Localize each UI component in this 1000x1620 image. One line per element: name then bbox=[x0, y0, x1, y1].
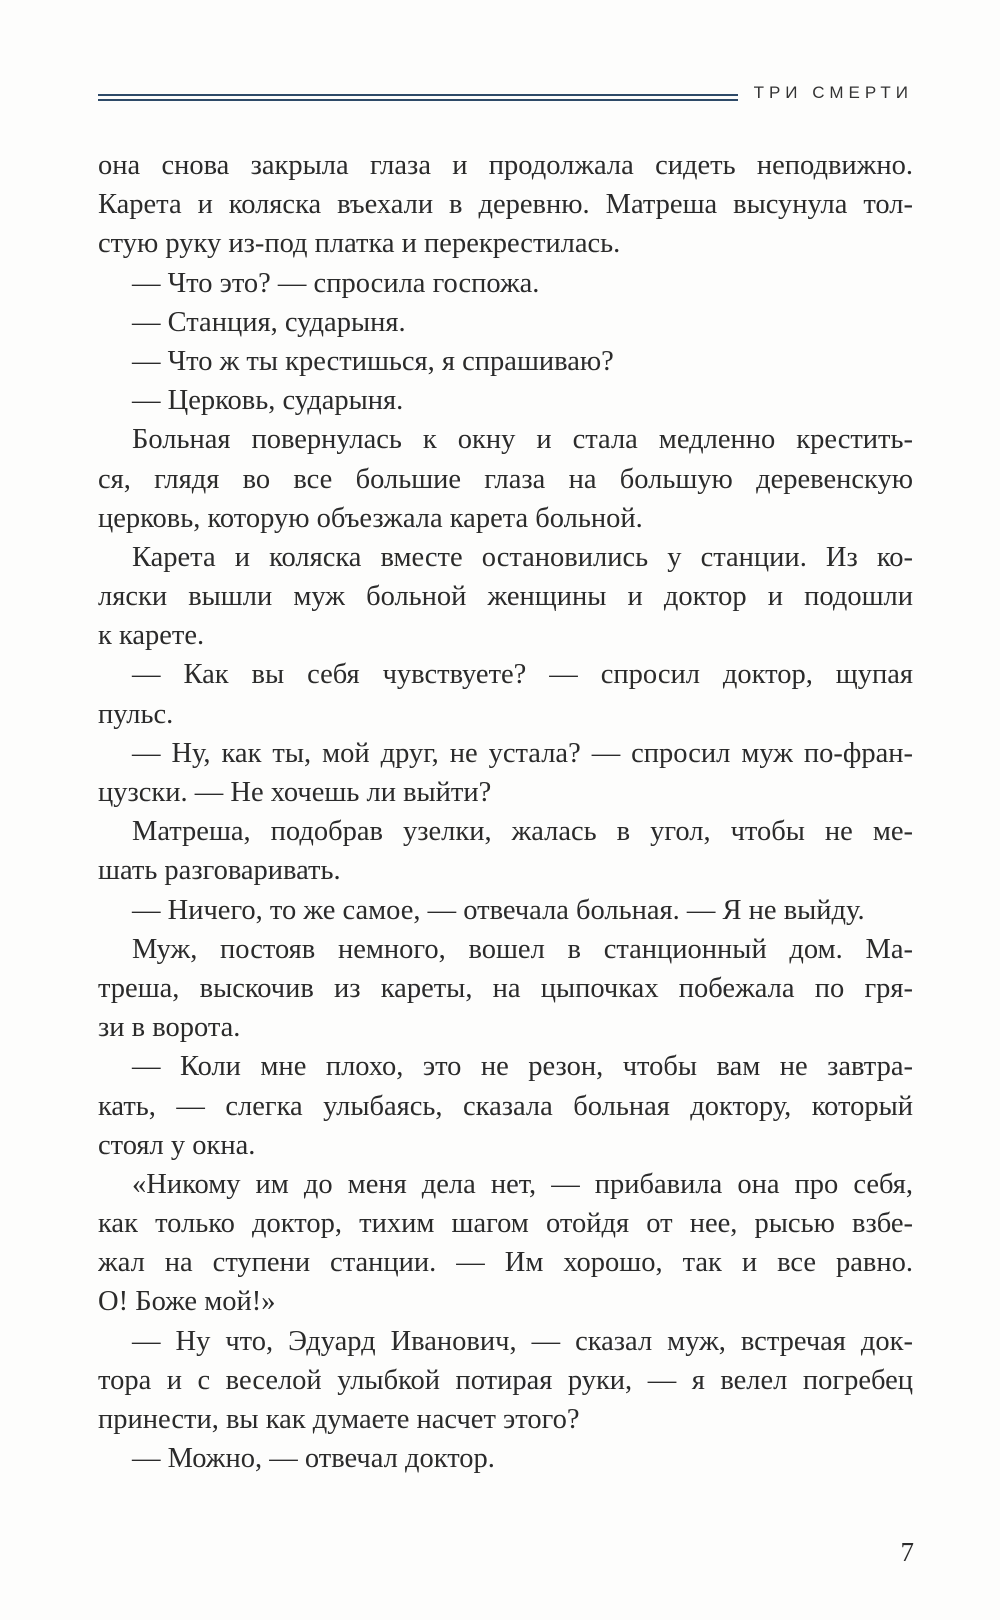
text-line: «Никому им до меня дела нет, — прибавила она про себя, bbox=[132, 1168, 913, 1200]
text-line: зи в ворота. bbox=[98, 1012, 241, 1044]
text-line: — Ну что, Эдуард Иванович, — сказал муж, встречая док- bbox=[132, 1325, 913, 1357]
text-line: — Ну, как ты, мой друг, не устала? — спросил муж по-фран- bbox=[132, 737, 913, 769]
text-line: Карета и коляска въехали в деревню. Матреша высунула тол- bbox=[98, 189, 913, 221]
text-line: как только доктор, тихим шагом отойдя от нее, рысью взбе- bbox=[98, 1208, 913, 1240]
body-text bbox=[98, 146, 913, 1478]
text-line: — Церковь, сударыня. bbox=[132, 385, 404, 417]
text-line: Больная повернулась к окну и стала медленно крестить- bbox=[132, 424, 913, 456]
text-line: Муж, постояв немного, вошел в станционный дом. Ма- bbox=[132, 933, 913, 965]
text-line: церковь, которую объезжала карета больной. bbox=[98, 502, 643, 534]
text-line: стоял у окна. bbox=[98, 1129, 256, 1161]
running-header-title: ТРИ СМЕРТИ bbox=[753, 83, 913, 102]
text-line: — Можно, — отвечал доктор. bbox=[132, 1443, 495, 1475]
text-line: цузски. — Не хочешь ли выйти? bbox=[98, 777, 492, 808]
text-line: она снова закрыла глаза и продолжала сидеть неподвижно. bbox=[98, 150, 913, 181]
text-line: — Ничего, то же самое, — отвечала больная. — Я не выйду. bbox=[132, 894, 865, 926]
text-line: О! Боже мой!» bbox=[98, 1286, 276, 1318]
running-header bbox=[98, 80, 913, 110]
text-line: — Станция, сударыня. bbox=[132, 306, 406, 338]
text-line: кать, — слегка улыбаясь, сказала больная доктору, который bbox=[98, 1090, 913, 1122]
text-line: Матреша, подобрав узелки, жалась в угол, чтобы не ме- bbox=[132, 816, 913, 848]
text-line: жал на ступени станции. — Им хорошо, так и все равно. bbox=[98, 1247, 913, 1279]
text-line: треша, выскочив из кареты, на цыпочках побежала по гря- bbox=[98, 972, 913, 1004]
text-line: — Как вы себя чувствуете? — спросил доктор, щупая bbox=[132, 659, 913, 691]
text-line: ся, глядя во все большие глаза на большую деревенскую bbox=[98, 463, 913, 495]
page-number: 7 bbox=[900, 1537, 914, 1567]
text-line: Карета и коляска вместе остановились у станции. Из ко- bbox=[132, 541, 913, 573]
text-line: принести, вы как думаете насчет этого? bbox=[98, 1404, 580, 1435]
text-line: — Что это? — спросила госпожа. bbox=[132, 267, 540, 299]
text-line: стую руку из-под платка и перекрестилась. bbox=[98, 228, 621, 260]
text-line: — Что ж ты крестишься, я спрашиваю? bbox=[132, 345, 614, 377]
text-line: тора и с веселой улыбкой потирая руки, — я велел погребец bbox=[98, 1364, 913, 1396]
text-line: шать разговаривать. bbox=[98, 855, 341, 887]
text-line: пульс. bbox=[98, 698, 174, 730]
header-double-rule bbox=[98, 94, 738, 101]
text-line: к карете. bbox=[98, 620, 205, 652]
text-line: — Коли мне плохо, это не резон, чтобы вам не завтра- bbox=[132, 1051, 913, 1083]
text-line: ляски вышли муж больной женщины и доктор и подошли bbox=[98, 581, 913, 613]
